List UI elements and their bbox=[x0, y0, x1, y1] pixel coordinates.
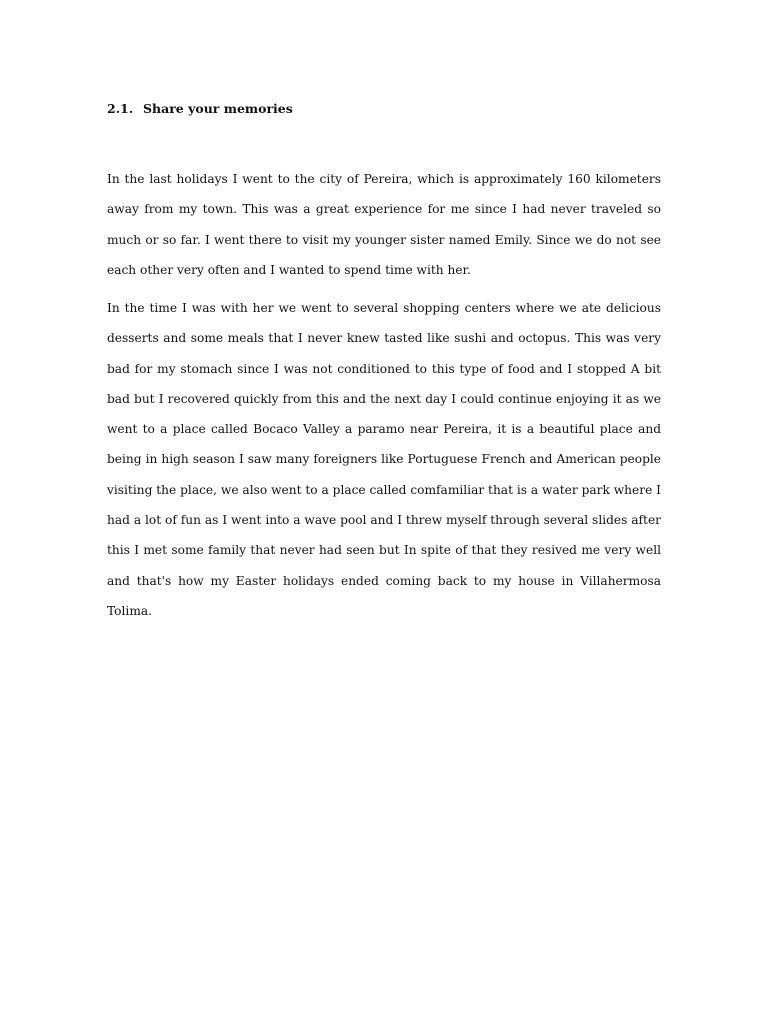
paragraph-1: In the last holidays I went to the city of Pereira, which is approximately 160 kilometers away from my town. This was a great experience for me since I had never traveled so much or so far. I went there to visit my younger sister named Emily. Since we do not see each other very often and I wanted to spend time with her. bbox=[107, 172, 661, 277]
paragraph-2: In the time I was with her we went to several shopping centers where we ate delicious desserts and some meals that I never knew tasted like sushi and octopus. This was very bad for my stomach since I was not conditioned to this type of food and I stopped A bit bad but I recovered quickly from this and the next day I could continue enjoying it as we went to a place called Bocaco Valley a paramo near Pereira, it is a beautiful place and being in high season I saw many foreigners like Portuguese French and American people visiting the place, we also went to a place called comfamiliar that is a water park where I had a lot of fun as I went into a wave pool and I threw myself through several slides after this I met some family that never had seen but In spite of that they resived me very well and that's how my Easter holidays ended coming back to my house in Villahermosa Tolima. bbox=[107, 301, 661, 618]
section-heading bbox=[107, 101, 293, 116]
section-title: Share your memories bbox=[143, 101, 293, 116]
section-number: 2.1. bbox=[107, 101, 134, 116]
